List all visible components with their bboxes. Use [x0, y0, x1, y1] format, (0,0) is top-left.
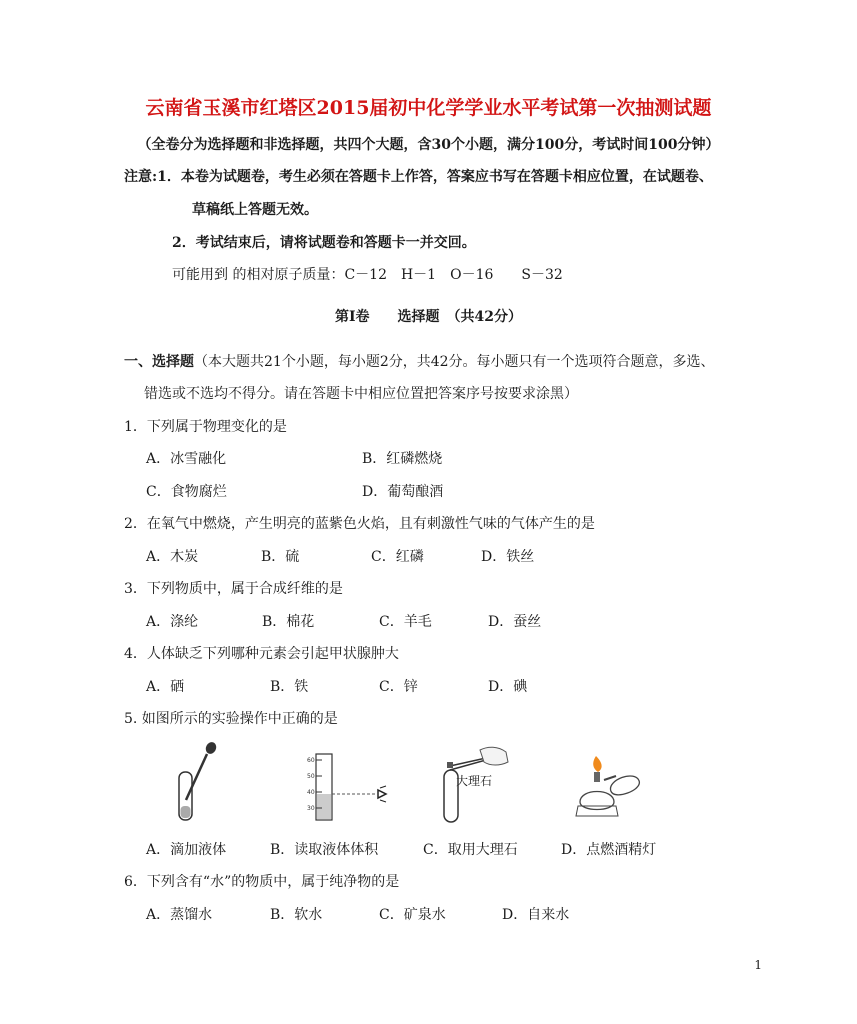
- question-3-option-c: C．羊毛: [379, 614, 432, 630]
- question-3-option-d: D．蚕丝: [488, 614, 542, 630]
- question-1-option-c: C．食物腐烂: [146, 484, 227, 500]
- page-number: 1: [754, 958, 762, 972]
- cylinder-tick-40: 40: [307, 789, 315, 796]
- question-1-option-d: D．葡萄酿酒: [362, 484, 444, 500]
- question-2-option-c: C．红磷: [371, 549, 424, 565]
- liquid-a: [181, 806, 191, 818]
- question-4-stem: 4．人体缺乏下列哪种元素会引起甲状腺肿大: [124, 646, 399, 662]
- section-title: 第Ⅰ卷 选择题 （共42分）: [334, 309, 523, 325]
- atomic-mass-line: 可能用到 的相对原子质量：C－12 H－1 O－16 S－32: [172, 267, 563, 283]
- question-5-stem: 5. 如图所示的实验操作中正确的是: [124, 711, 338, 727]
- question-6-option-c: C．矿泉水: [379, 907, 446, 923]
- question-2-option-d: D．铁丝: [481, 549, 535, 565]
- question-3-option-a: A．涤纶: [146, 614, 199, 630]
- cylinder-tick-30: 30: [307, 805, 315, 812]
- marble-piece: [447, 762, 453, 768]
- cylinder-tick-60: 60: [307, 757, 315, 764]
- notice-line-2: 2．考试结束后，请将试题卷和答题卡一并交回。: [172, 235, 476, 251]
- question-5-option-c: C．取用大理石: [423, 842, 518, 858]
- dropper-test-tube-illustration: [172, 742, 224, 824]
- question-4-option-b: B．铁: [270, 679, 309, 695]
- cylinder-liquid: [317, 794, 331, 819]
- wick: [594, 772, 600, 782]
- graduated-cylinder-illustration: [306, 752, 390, 824]
- question-2-option-b: B．硫: [261, 549, 300, 565]
- notice-line-1b: 草稿纸上答题无效。: [192, 202, 318, 218]
- hand-shape: [480, 747, 508, 765]
- question-4-option-a: A．硒: [146, 679, 185, 695]
- lamp-left: [580, 792, 614, 810]
- question-4-option-c: C．锌: [379, 679, 418, 695]
- part1-header: [124, 351, 715, 371]
- question-3-stem: 3．下列物质中，属于合成纤维的是: [124, 581, 343, 597]
- question-1-option-a: A．冰雪融化: [146, 451, 227, 467]
- question-2-stem: 2．在氧气中燃烧，产生明亮的蓝紫色火焰，且有刺激性气味的气体产生的是: [124, 516, 595, 532]
- question-3-option-b: B．棉花: [262, 614, 315, 630]
- notice-line-1: 注意:1．本卷为试题卷，考生必须在答题卡上作答，答案应书写在答题卡相应位置，在试题卷、: [124, 169, 713, 185]
- question-6-stem: 6．下列含有“水”的物质中，属于纯净物的是: [124, 874, 400, 890]
- eye-icon: [378, 790, 386, 798]
- cylinder-tick-50: 50: [307, 773, 315, 780]
- question-1-option-b: B．红磷燃烧: [362, 451, 443, 467]
- question-5-option-b: B．读取液体体积: [270, 842, 379, 858]
- part1-desc-1: （本大题共21个小题，每小题2分，共42分。每小题只有一个选项符合题意，多选、: [194, 354, 715, 370]
- dropper-glass: [186, 754, 207, 800]
- part1-label: 一、选择题: [124, 354, 194, 370]
- question-5-option-a: A．滴加液体: [146, 842, 227, 858]
- question-2-option-a: A．木炭: [146, 549, 199, 565]
- question-4-option-d: D．碘: [488, 679, 528, 695]
- part1-desc-2: 错选或不选均不得分。请在答题卡中相应位置把答案序号按要求涂黑）: [144, 386, 578, 402]
- question-6-option-b: B．软水: [270, 907, 323, 923]
- exam-subtitle: （全卷分为选择题和非选择题，共四个大题，含30个小题，满分100分，考试时间100分钟）: [137, 137, 720, 153]
- alcohol-lamp-illustration: [574, 750, 652, 824]
- question-5-option-d: D．点燃酒精灯: [561, 842, 657, 858]
- flame-icon: [593, 756, 601, 772]
- dropper-bulb: [204, 742, 218, 756]
- question-1-stem: 1．下列属于物理变化的是: [124, 419, 287, 435]
- page-title: 云南省玉溪市红塔区2015届初中化学学业水平考试第一次抽测试题: [145, 97, 712, 119]
- question-6-option-a: A．蒸馏水: [146, 907, 213, 923]
- question-6-option-d: D．自来水: [502, 907, 570, 923]
- marble-label: 大理石: [456, 774, 493, 788]
